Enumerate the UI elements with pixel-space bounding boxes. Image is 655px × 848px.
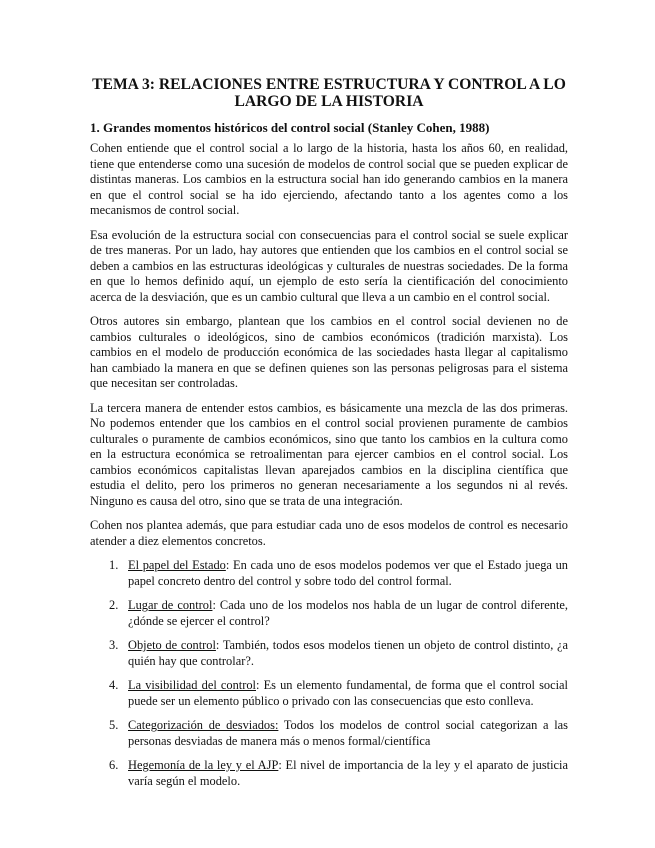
- list-item-term: El papel del Estado: [128, 558, 226, 572]
- list-item-term: Lugar de control: [128, 598, 213, 612]
- list-item-text: : También, todos esos modelos tienen un objeto de control distinto, ¿a quién hay que controlar?.: [128, 638, 568, 668]
- list-item-number: 2.: [109, 598, 119, 612]
- paragraph: Esa evolución de la estructura social con consecuencias para el control social se suele explicar de tres maneras. Por un lado, hay autores que entienden que los cambios en el control social se deben a cambios en las estructuras ideológicas y culturales de nuestras sociedades. De la forma en que lo hemos definido aquí, un ejemplo de esto sería la cientificación del conocimiento acerca de la desviación, que es un cambio cultural que lleva a un cambio en el control social.: [90, 227, 568, 304]
- paragraph: Cohen entiende que el control social a lo largo de la historia, hasta los años 60, en realidad, tiene que entenderse como una sucesión de modelos de control social que se pueden explicar de distintas maneras. Los cambios en la estructura social han ido generando cambios en la manera en que el control social se ha ido ejerciendo, afectando tanto a los agentes como a los mecanismos de control social.: [90, 141, 568, 217]
- list-item-term: Categorización de desviados:: [128, 718, 279, 732]
- list-item-number: 4.: [109, 678, 119, 692]
- paragraph: La tercera manera de entender estos cambios, es básicamente una mezcla de las dos primeras. No podemos entender que los cambios en el control social provienen puramente de cambios culturales o puramente de cambios económicos, sino que tanto los cambios en la cultura como en la estructura económica se retroalimentan para ejercer cambios en el control social. Los cambios económicos capitalistas llevan aparejados cambios en la disciplina científica que estudia el delito, pero los primeros no generan necesariamente a los segundos ni al revés. Ninguno es causa del otro, sino que se trata de una integración.: [90, 400, 568, 508]
- list-item: [90, 758, 568, 789]
- list-item-number: 5.: [109, 718, 119, 732]
- list-item-term: Objeto de control: [128, 638, 216, 652]
- list-item: [90, 558, 568, 589]
- list-item-text: : El nivel de importancia de la ley y el aparato de justicia varía según el modelo.: [128, 758, 569, 788]
- list-item-text: Todos los modelos de control social categorizan a las personas desviadas de manera más o menos formal/científica: [128, 718, 568, 748]
- document-title: TEMA 3: RELACIONES ENTRE ESTRUCTURA Y CONTROL A LO LARGO DE LA HISTORIA: [92, 76, 566, 110]
- list-item-number: 1.: [109, 558, 119, 572]
- list-item-number: 6.: [109, 758, 119, 772]
- section-heading: 1. Grandes momentos históricos del control social (Stanley Cohen, 1988): [90, 120, 490, 135]
- list-item-text: : Es un elemento fundamental, de forma que el control social puede ser un elemento público o privado con las consecuencias que esto conlleva.: [128, 678, 569, 708]
- list-item-term: La visibilidad del control: [128, 678, 256, 692]
- paragraph: Cohen nos plantea además, que para estudiar cada uno de esos modelos de control es necesario atender a diez elementos concretos.: [90, 518, 568, 548]
- list-item: [90, 718, 568, 749]
- list-item-number: 3.: [109, 638, 119, 652]
- list-item: [90, 598, 568, 629]
- list-item: [90, 678, 568, 709]
- list-item-text: : Cada uno de los modelos nos habla de un lugar de control diferente, ¿dónde se ejercer el control?: [128, 598, 569, 628]
- paragraph: Otros autores sin embargo, plantean que los cambios en el control social devienen no de cambios culturales o ideológicos, sino de cambios económicos (tradición marxista). Los cambios en el modelo de producción económica de las sociedades hasta llegar al capitalismo han cambiado la manera en que se definen quienes son las personas peligrosas para el sistema que necesitan ser controladas.: [90, 314, 568, 390]
- elements-list: [90, 558, 568, 789]
- list-item: [90, 638, 568, 669]
- list-item-term: Hegemonía de la ley y el AJP: [128, 758, 279, 772]
- list-item-text: : En cada uno de esos modelos podemos ver que el Estado juega un papel concreto dentro del control y sobre todo del control formal.: [128, 558, 569, 588]
